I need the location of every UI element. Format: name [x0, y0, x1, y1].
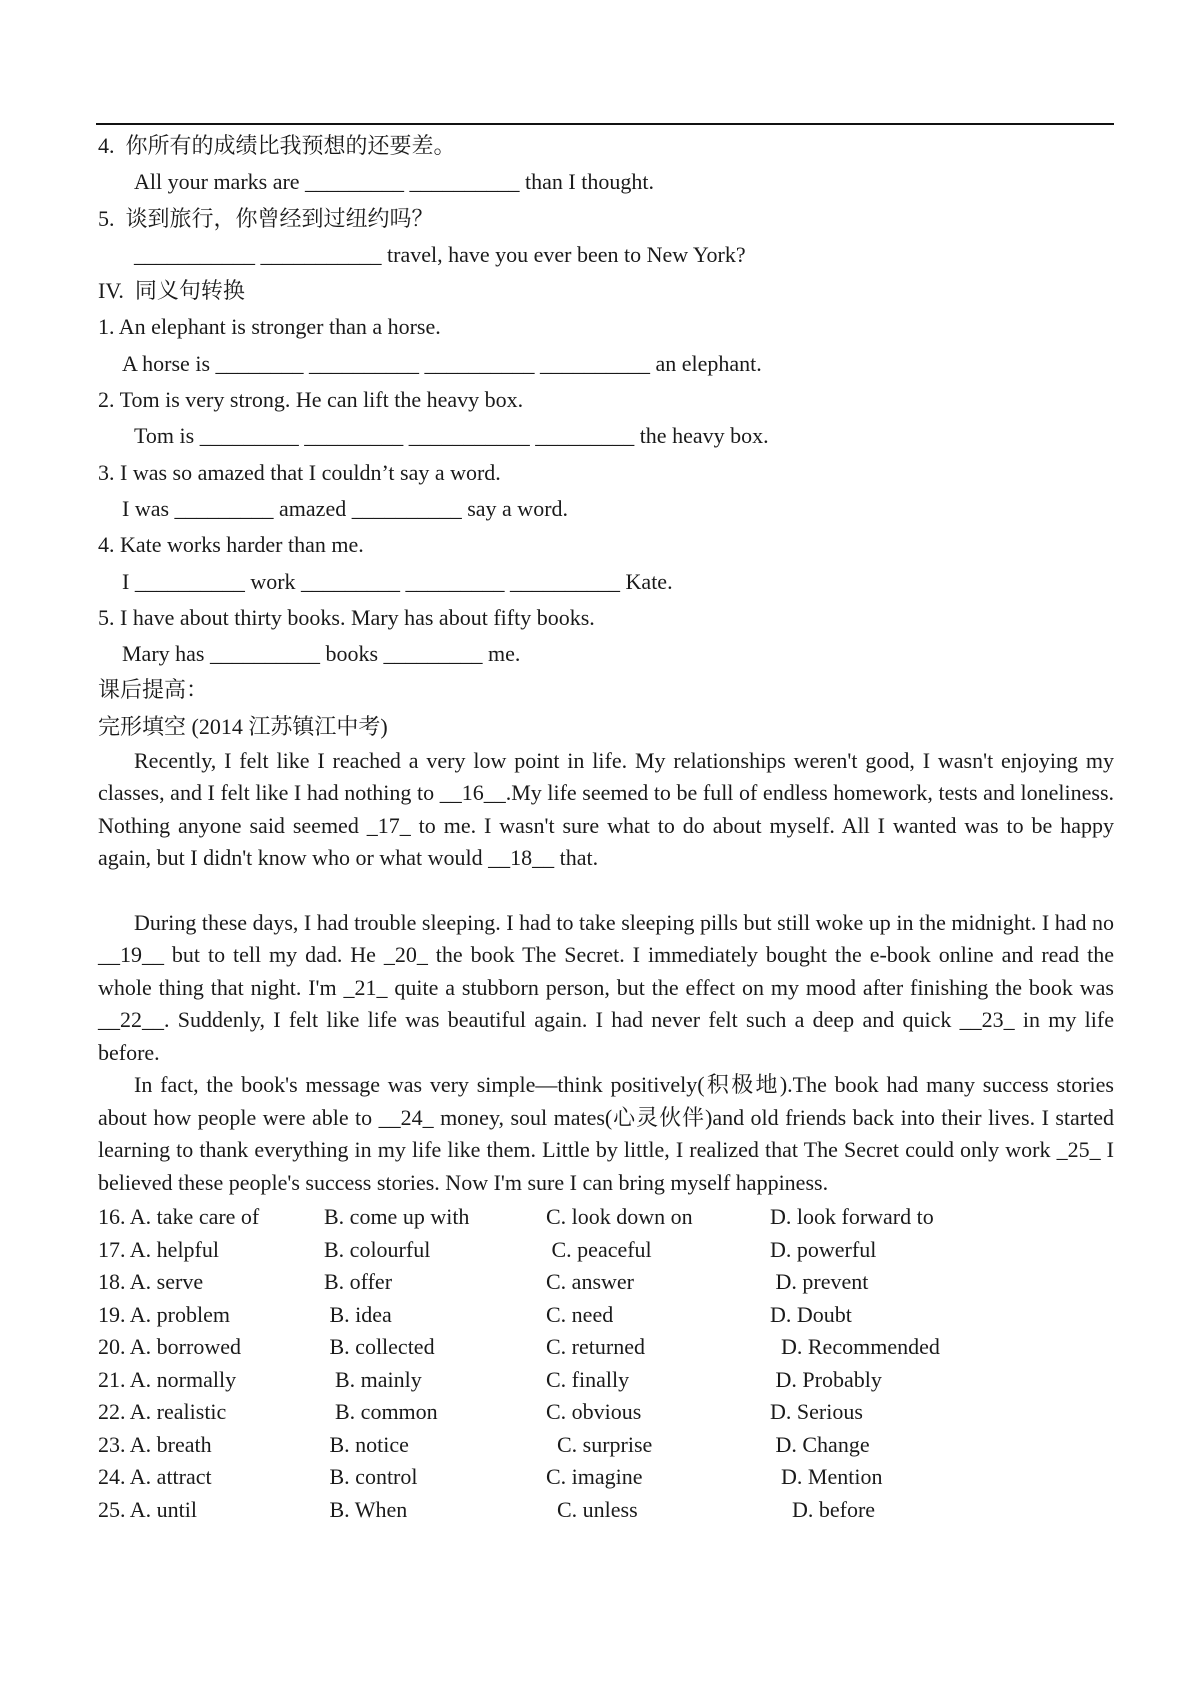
option-a: 18. A. serve [98, 1269, 204, 1295]
option-a: 16. A. take care of [98, 1204, 260, 1230]
option-row [98, 1234, 1114, 1267]
option-a: 25. A. until [98, 1496, 198, 1522]
option-a: 22. A. realistic [98, 1399, 227, 1425]
option-b: B. control [324, 1464, 418, 1490]
option-c: C. unless [546, 1496, 638, 1522]
option-c: C. returned [546, 1334, 645, 1360]
translation-item-5: 5. 谈到旅行，你曾经到过纽约吗？ [98, 205, 434, 231]
option-c: C. imagine [546, 1464, 643, 1490]
translation-item-4: 4. 你所有的成绩比我预想的还要差。 [98, 133, 456, 158]
passage-paragraph: During these days, I had trouble sleeping. I had to take sleeping pills but still woke up in the midnight. I had no __19__ but to tell my dad. He _20_ the book The Secret. I immediately bought the e-book online and read the whole thing that night. I'm _21_ quite a stubborn person, but the effect on my mood after finishing the book was __22__. Suddenly, I felt like life was beautiful again. I had never felt such a deep and quick __23_ in my life before. [98, 909, 1114, 1065]
option-row [98, 1461, 1114, 1494]
translation-answer-4: All your marks are _________ __________ than I thought. [134, 169, 654, 195]
option-c: C. obvious [546, 1399, 642, 1425]
rewrite-answer-3: I was _________ amazed __________ say a word. [122, 495, 569, 521]
option-d: D. Doubt [770, 1301, 852, 1327]
option-d: D. Change [770, 1431, 870, 1457]
rewrite-question-2: 2. Tom is very strong. He can lift the heavy box. [98, 387, 524, 413]
section-heading: IV. 同义句转换 [98, 278, 245, 304]
option-row [98, 1396, 1114, 1429]
option-row [98, 1494, 1114, 1527]
option-c: C. surprise [546, 1431, 653, 1457]
paragraph-gap [98, 875, 1114, 907]
option-a: 23. A. breath [98, 1431, 212, 1457]
rewrite-question-1: 1. An elephant is stronger than a horse. [98, 314, 441, 340]
option-row [98, 1201, 1114, 1234]
option-a: 24. A. attract [98, 1464, 212, 1490]
option-d: D. Recommended [770, 1334, 940, 1360]
option-b: B. offer [324, 1269, 393, 1295]
rewrite-question-4: 4. Kate works harder than me. [98, 532, 364, 558]
option-d: D. Serious [770, 1399, 863, 1425]
option-c: C. look down on [546, 1204, 693, 1230]
option-d: D. before [770, 1496, 876, 1522]
option-b: B. mainly [324, 1366, 422, 1392]
option-b: B. common [324, 1399, 438, 1425]
option-c: C. answer [546, 1269, 634, 1295]
option-d: D. look forward to [770, 1204, 934, 1230]
rewrite-question-5: 5. I have about thirty books. Mary has about fifty books. [98, 604, 595, 630]
option-row [98, 1266, 1114, 1299]
passage-paragraph: Recently, I felt like I reached a very low point in life. My relationships weren't good, I wasn't enjoying my classes, and I felt like I had nothing to __16__.My life seemed to be full of endless homework, tests and loneliness. Nothing anyone said seemed _17_ to me. I wasn't sure what to do about myself. All I wanted was to be happy again, but I didn't know who or what would __18__ that. [98, 747, 1114, 871]
option-d: D. Probably [770, 1366, 882, 1392]
option-row [98, 1331, 1114, 1364]
option-b: B. collected [324, 1334, 435, 1360]
option-a: 19. A. problem [98, 1301, 230, 1327]
option-row [98, 1299, 1114, 1332]
after-class-heading: 课后提高： [98, 677, 209, 703]
rewrite-answer-1: A horse is ________ __________ __________ __________ an elephant. [122, 350, 762, 376]
option-a: 21. A. normally [98, 1366, 237, 1392]
option-c: C. need [546, 1301, 614, 1327]
passage-title: 完形填空 (2014 江苏镇江中考) [98, 713, 388, 739]
option-d: D. powerful [770, 1236, 877, 1262]
options-list [98, 1201, 1114, 1526]
translation-answer-5: ___________ ___________ travel, have you ever been to New York? [134, 241, 746, 267]
option-a: 20. A. borrowed [98, 1334, 241, 1360]
rewrite-answer-2: Tom is _________ _________ ___________ _________ the heavy box. [134, 423, 769, 449]
option-d: D. prevent [770, 1269, 869, 1295]
option-c: C. finally [546, 1366, 630, 1392]
rewrite-answer-4: I __________ work _________ _________ __________ Kate. [122, 568, 673, 594]
rewrite-answer-5: Mary has __________ books _________ me. [122, 641, 521, 667]
option-row [98, 1429, 1114, 1462]
option-b: B. colourful [324, 1236, 431, 1262]
option-b: B. come up with [324, 1204, 470, 1230]
option-row [98, 1364, 1114, 1397]
header-rule [96, 123, 1114, 125]
option-b: B. When [324, 1496, 408, 1522]
worksheet-body [98, 128, 1114, 1526]
rewrite-question-3: 3. I was so amazed that I couldn’t say a word. [98, 459, 501, 485]
option-a: 17. A. helpful [98, 1236, 219, 1262]
passage-paragraph: In fact, the book's message was very simple—think positively(积极地).The book had many success stories about how people were able to __24_ money, soul mates(心灵伙伴)and old friends back into their lives. I started learning to thank everything in my life like them. Little by little, I realized that The Secret could only work _25_ I believed these people's success stories. Now I'm sure I can bring myself happiness. [98, 1072, 1114, 1195]
option-b: B. idea [324, 1301, 392, 1327]
option-b: B. notice [324, 1431, 409, 1457]
option-c: C. peaceful [546, 1236, 652, 1262]
option-d: D. Mention [770, 1464, 883, 1490]
